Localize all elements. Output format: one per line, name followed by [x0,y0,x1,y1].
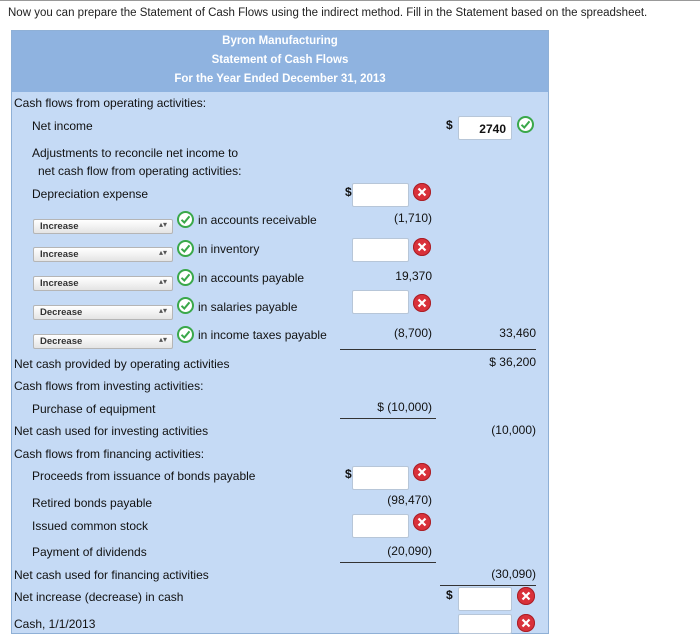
adjustments-total: 33,460 [499,326,536,340]
select-value: Decrease [40,336,83,347]
depreciation-label: Depreciation expense [32,187,149,201]
change-label: in inventory [198,242,260,256]
subtotal-underline [340,349,536,350]
dividends-label: Payment of dividends [32,545,147,559]
net-increase-label: Net increase (decrease) in cash [14,590,184,604]
net-income-label: Net income [32,119,93,133]
dividends-value: (20,090) [387,544,432,558]
check-icon [177,240,194,257]
select-arrow-icon: ▴▾ [158,335,167,344]
incorrect-icon [413,183,431,201]
bonds-proceeds-label: Proceeds from issuance of bonds payable [32,469,256,483]
change-select-salaries-payable[interactable] [33,305,173,320]
incorrect-icon [517,587,535,605]
investing-heading: Cash flows from investing activities: [14,379,204,393]
financing-heading: Cash flows from financing activities: [14,447,205,461]
statement-title: Statement of Cash Flows [211,54,349,66]
select-arrow-icon: ▴▾ [158,277,167,286]
select-value: Decrease [40,307,83,318]
adjustments-line-2: net cash flow from operating activities: [38,164,242,178]
subtotal-underline [340,562,436,563]
incorrect-icon [413,294,431,312]
incorrect-icon [413,463,431,481]
net-operating-label: Net cash provided by operating activities [14,357,230,371]
net-increase-input[interactable] [458,587,512,611]
dollar-sign: $ [345,185,352,199]
salaries-payable-input[interactable] [352,290,409,314]
net-financing-label: Net cash used for financing activities [14,568,209,582]
statement-period: For the Year Ended December 31, 2013 [174,73,386,85]
select-arrow-icon: ▴▾ [158,248,167,257]
change-label: in accounts payable [198,271,305,285]
company-name: Byron Manufacturing [222,35,338,47]
check-icon [177,269,194,286]
dollar-sign: $ [446,588,453,602]
retired-bonds-value: (98,470) [387,493,432,507]
bonds-proceeds-input[interactable] [352,466,409,490]
dollar-sign: $ [345,467,352,481]
check-icon [177,211,194,228]
change-select-accounts-receivable[interactable] [33,219,173,234]
subtotal-underline [440,585,536,586]
change-value: (1,710) [393,211,432,225]
net-financing-total: (30,090) [491,567,536,581]
check-icon [177,297,194,314]
select-arrow-icon: ▴▾ [158,220,167,229]
net-investing-label: Net cash used for investing activities [14,424,209,438]
adjustments-line-1: Adjustments to reconcile net income to [32,146,239,160]
dollar-sign: $ [446,118,453,132]
instruction-text: Now you can prepare the Statement of Cash Flows using the indirect method. Fill in the Statement based on the spreadsheet. [8,7,648,19]
purchase-equipment-value: $ (10,000) [377,400,432,414]
subtotal-underline [340,418,436,419]
change-select-inventory[interactable] [33,247,173,262]
check-icon [517,116,534,133]
select-value: Increase [40,249,79,260]
cash-begin-label: Cash, 1/1/2013 [14,617,96,631]
net-income-value: 2740 [479,122,506,136]
change-label: in salaries payable [198,300,298,314]
incorrect-icon [413,238,431,256]
change-select-income-taxes-payable[interactable] [33,334,173,349]
net-income-input[interactable] [458,116,512,140]
top-border [0,0,700,4]
depreciation-input[interactable] [352,183,409,207]
net-operating-total: $ 36,200 [489,355,536,369]
change-label: in income taxes payable [198,328,327,342]
operating-heading: Cash flows from operating activities: [14,96,207,110]
select-arrow-icon: ▴▾ [158,306,167,315]
change-select-accounts-payable[interactable] [33,276,173,291]
select-value: Increase [40,278,79,289]
common-stock-input[interactable] [352,514,409,538]
cash-begin-input[interactable] [458,614,512,634]
change-value: 19,370 [395,269,432,283]
inventory-input[interactable] [352,238,409,262]
incorrect-icon [517,614,535,632]
check-icon [177,326,194,343]
change-label: in accounts receivable [198,213,317,227]
incorrect-icon [413,513,431,531]
net-investing-total: (10,000) [491,423,536,437]
common-stock-label: Issued common stock [32,519,149,533]
purchase-equipment-label: Purchase of equipment [32,402,156,416]
change-value: (8,700) [393,326,432,340]
retired-bonds-label: Retired bonds payable [32,496,153,510]
select-value: Increase [40,221,79,232]
